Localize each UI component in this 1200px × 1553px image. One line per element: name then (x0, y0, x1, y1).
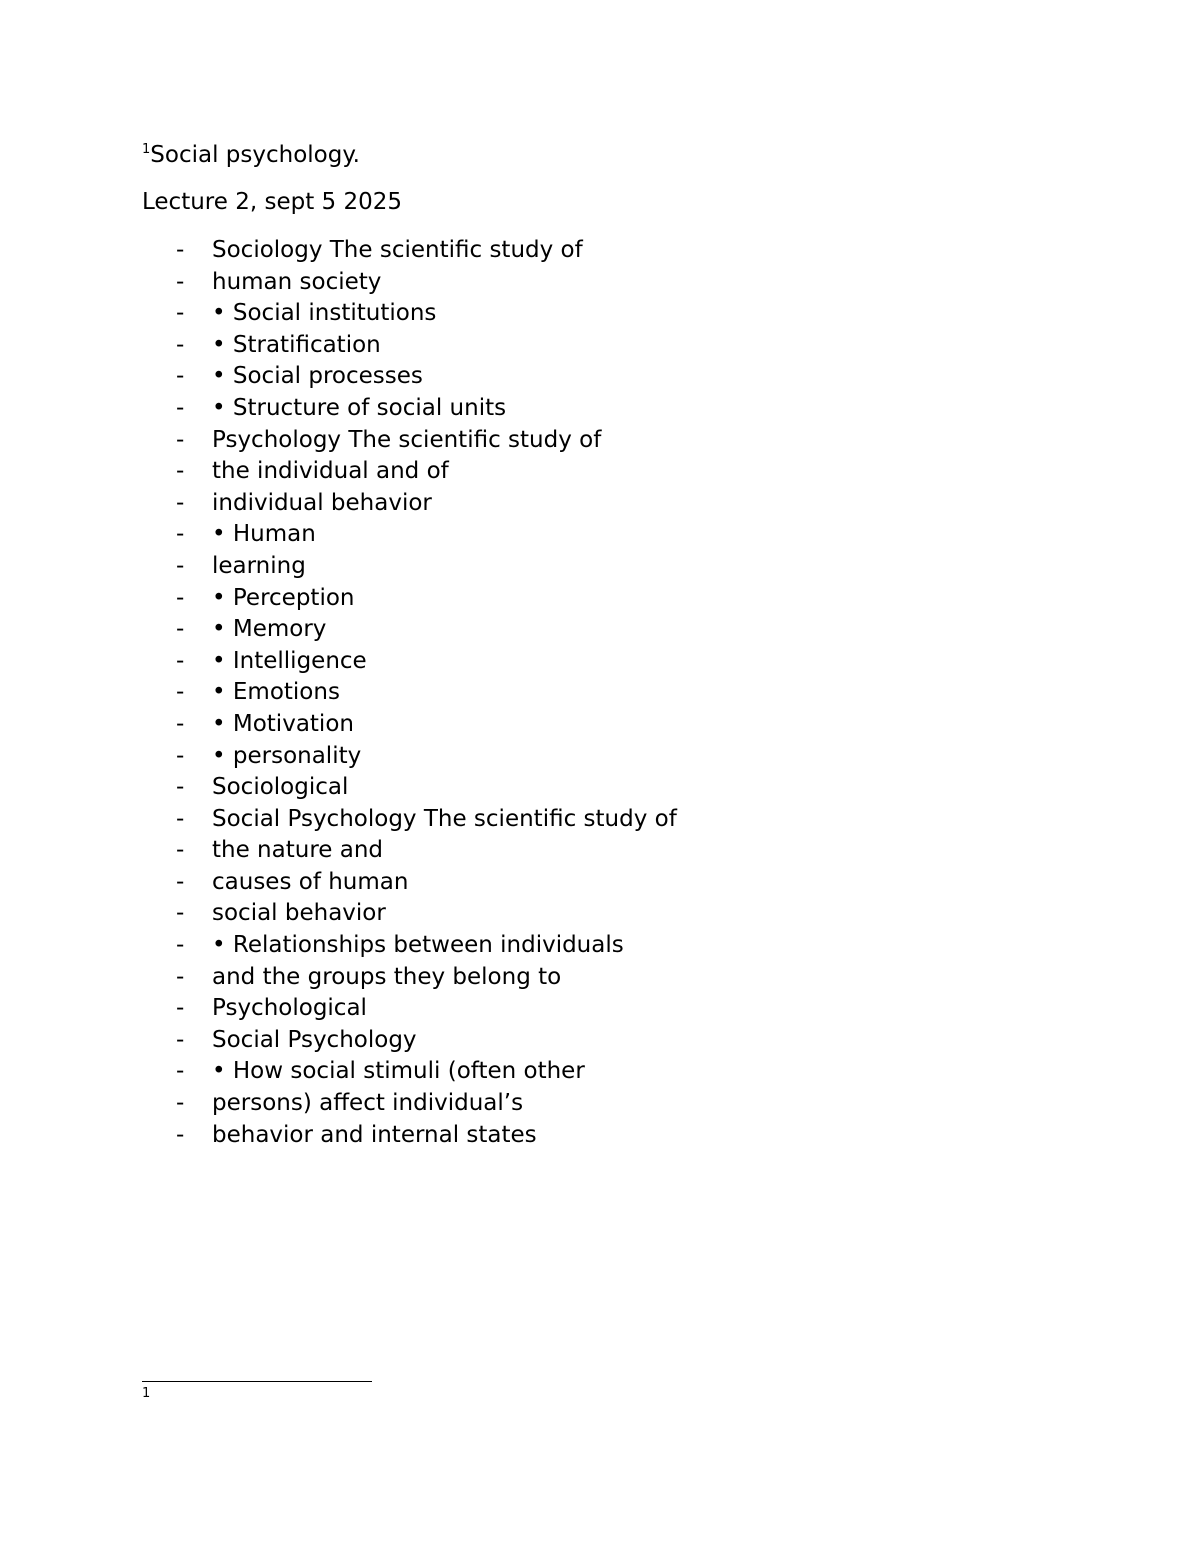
list-item-text: Social Psychology The scientific study of (212, 805, 677, 832)
list-bullet-marker: - (176, 363, 185, 390)
list-item-text: Social Psychology (212, 1026, 417, 1053)
list-item-text: persons) affect individual’s (212, 1090, 524, 1117)
list-bullet-marker: - (176, 868, 185, 895)
list-item-text: • Structure of social units (212, 394, 507, 421)
list-bullet-marker: - (176, 394, 185, 421)
list-item-text: Sociological (212, 774, 349, 801)
lecture-subtitle: Lecture 2, sept 5 2025 (142, 189, 403, 215)
list-bullet-marker: - (176, 1026, 185, 1053)
list-bullet-marker: - (176, 268, 185, 295)
list-bullet-marker: - (176, 805, 185, 832)
list-item-text: • Social processes (212, 363, 423, 390)
list-item-text: Psychology The scientific study of (212, 426, 602, 453)
list-item-text: • personality (212, 742, 362, 769)
footnote-separator (142, 1381, 372, 1382)
list-bullet-marker: - (176, 995, 185, 1022)
list-bullet-marker: - (176, 616, 185, 643)
list-bullet-marker: - (176, 1090, 185, 1117)
list-bullet-marker: - (176, 489, 185, 516)
list-bullet-marker: - (176, 710, 185, 737)
list-item-text: • Human (212, 521, 316, 548)
list-bullet-marker: - (176, 300, 185, 327)
list-item-text: Psychological (212, 995, 367, 1022)
list-item-text: the nature and (212, 837, 384, 864)
list-bullet-marker: - (176, 458, 185, 485)
list-bullet-marker: - (176, 237, 185, 263)
list-bullet-marker: - (176, 742, 185, 769)
list-bullet-marker: - (176, 521, 185, 548)
title-text: Social psychology. (150, 142, 360, 168)
list-bullet-marker: - (176, 932, 185, 959)
list-item-text: • Relationships between individuals (212, 932, 624, 959)
list-bullet-marker: - (176, 679, 185, 706)
list-item-text: the individual and of (212, 458, 449, 485)
list-item-text: individual behavior (212, 489, 432, 516)
document-title (142, 140, 360, 170)
list-item-text: • Intelligence (212, 647, 367, 674)
list-item-text: causes of human (212, 868, 409, 895)
list-bullet-marker: - (176, 900, 185, 927)
footnote-mark: 1 (142, 1386, 151, 1401)
list-bullet-marker: - (176, 426, 185, 453)
list-item-text: • Stratification (212, 331, 381, 358)
list-bullet-marker: - (176, 1058, 185, 1085)
list-bullet-marker: - (176, 584, 185, 611)
list-item-text: • How social stimuli (often other (212, 1058, 585, 1085)
footnote-reference: 1 (142, 142, 151, 157)
list-item-text: • Emotions (212, 679, 340, 706)
list-bullet-marker: - (176, 963, 185, 990)
list-item-text: and the groups they belong to (212, 963, 562, 990)
list-item-text: • Perception (212, 584, 355, 611)
list-item-text: • Memory (212, 616, 327, 643)
list-bullet-marker: - (176, 774, 185, 801)
list-item-text: social behavior (212, 900, 386, 927)
list-item-text: human society (212, 268, 382, 295)
list-item-text: Sociology The scientific study of (212, 237, 583, 263)
list-item-text: • Social institutions (212, 300, 437, 327)
list-bullet-marker: - (176, 331, 185, 358)
list-item-text: • Motivation (212, 710, 354, 737)
list-item-text: learning (212, 552, 306, 579)
list-bullet-marker: - (176, 837, 185, 864)
list-item-text: behavior and internal states (212, 1121, 537, 1148)
list-bullet-marker: - (176, 647, 185, 674)
list-bullet-marker: - (176, 1121, 185, 1148)
list-bullet-marker: - (176, 552, 185, 579)
